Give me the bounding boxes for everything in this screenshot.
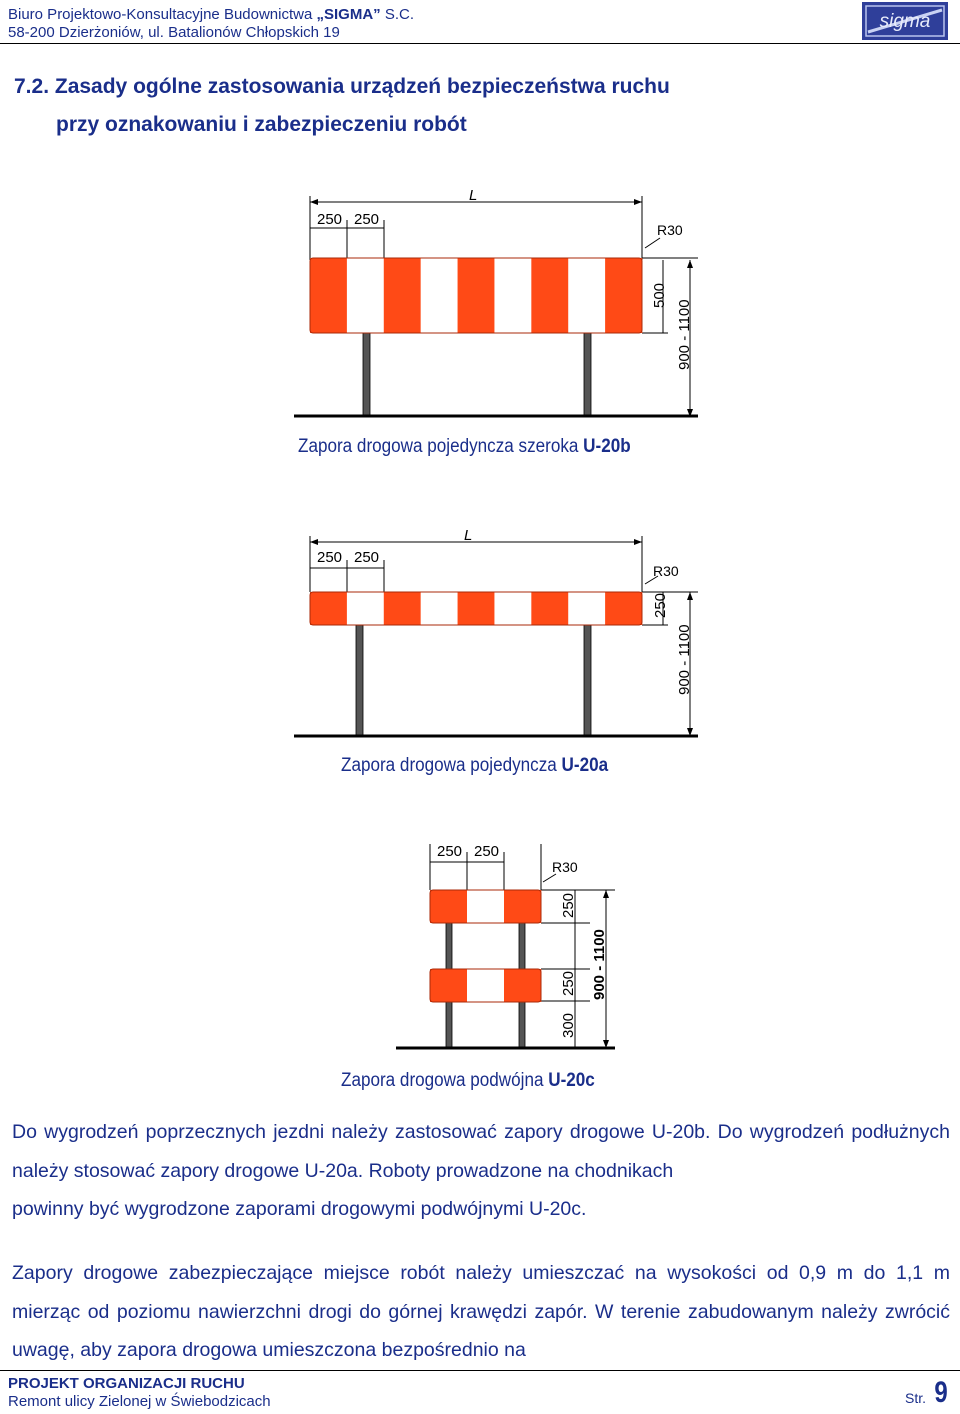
dim-total-height: 900 - 1100 [676, 624, 693, 695]
dim-board-height: 500 [651, 282, 668, 308]
stripe-red [430, 890, 467, 923]
stripe-white [494, 592, 531, 625]
dim-ground-clearance: 300 [560, 1012, 577, 1038]
footer-rule [0, 1370, 960, 1371]
svg-text:sigma: sigma [879, 11, 931, 32]
dim-width-b: 250 [354, 211, 380, 228]
paragraph-1-last-line: powinny być wygrodzone zaporami drogowymi podwójnymi U-20c. [12, 1198, 587, 1220]
header-rule [0, 43, 960, 44]
dim-width-a: 250 [317, 211, 343, 228]
dim-radius: R30 [657, 222, 683, 238]
page-number: 9 [934, 1376, 948, 1409]
stripe-white [467, 890, 504, 923]
stripe-white [467, 969, 504, 1002]
dim-board-height-bottom: 250 [560, 970, 577, 996]
dim-width-a: 250 [317, 549, 343, 566]
stripe-white [347, 258, 384, 333]
dim-width-b: 250 [474, 843, 500, 860]
stripe-red [605, 258, 642, 333]
dim-length: L [464, 527, 473, 544]
page-header [0, 0, 960, 44]
dim-total-height: 900 - 1100 [591, 929, 608, 1000]
sigma-logo-icon [862, 2, 948, 40]
page-footer [0, 1370, 960, 1414]
section-title-line2: przy oznakowaniu i zabezpieczeniu robót [56, 113, 467, 136]
barrier-board-top [430, 890, 541, 923]
stripe-red [531, 258, 568, 333]
section-title [14, 68, 670, 144]
page-label: Str. [904, 1390, 926, 1406]
barrier-post-left [363, 330, 370, 415]
project-name: PROJEKT ORGANIZACJI RUCHU [8, 1375, 245, 1392]
section-title-line1: 7.2. Zasady ogólne zastosowania urządzeń bezpieczeństwa ruchu [14, 75, 670, 98]
barrier-post-right [584, 330, 591, 415]
dim-radius: R30 [653, 563, 679, 579]
stripe-white [347, 592, 384, 625]
caption-u20b: Zapora drogowa pojedyncza szeroka U-20b [298, 436, 631, 457]
stripe-red [310, 258, 347, 333]
figure-u20a [280, 520, 710, 745]
stripe-red [504, 969, 541, 1002]
dim-radius: R30 [552, 859, 578, 875]
dim-total-height: 900 - 1100 [676, 299, 693, 370]
stripe-red [384, 592, 421, 625]
caption-u20c: Zapora drogowa podwójna U-20c [341, 1070, 595, 1091]
barrier-board [310, 592, 642, 625]
stripe-red [310, 592, 347, 625]
paragraph-1-body: Do wygrodzeń poprzecznych jezdni należy zastosować zapory drogowe U-20b. Do wygrodzeń podłużnych należy stosować zapory drogowe U-20a. Roboty prowadzone na chodnikach [12, 1121, 950, 1182]
dim-width-b: 250 [354, 549, 380, 566]
stripe-red [504, 890, 541, 923]
dim-length: L [469, 187, 478, 204]
project-subtitle: Remont ulicy Zielonej w Świebodzicach [8, 1393, 271, 1410]
stripe-white [568, 258, 605, 333]
stripe-red [384, 258, 421, 333]
stripe-red [605, 592, 642, 625]
barrier-board-bottom [430, 969, 541, 1002]
caption-u20a: Zapora drogowa pojedyncza U-20a [341, 755, 609, 776]
figure-u20c [390, 838, 630, 1056]
paragraph-1 [12, 1113, 950, 1229]
stripe-white [494, 258, 531, 333]
paragraph-2 [12, 1254, 950, 1370]
paragraph-2-body: Zapory drogowe zabezpieczające miejsce robót należy umieszczać na wysokości od 0,9 m do 1,1 m mierząc od poziomu nawierzchni drogi do górnej krawędzi zapór. W terenie zabudowanym należy zwrócić uwagę, aby zapora drogowa umieszczona bezpośrednio na [12, 1262, 950, 1361]
company-name: Biuro Projektowo-Konsultacyjne Budownictwa „SIGMA” S.C. [8, 6, 415, 23]
dim-width-a: 250 [437, 843, 463, 860]
dim-board-height-top: 250 [560, 892, 577, 918]
figure-u20b [280, 180, 710, 425]
dim-board-height: 250 [652, 592, 669, 618]
stripe-red [531, 592, 568, 625]
stripe-red [430, 969, 467, 1002]
company-address: 58-200 Dzierżoniów, ul. Batalionów Chłopskich 19 [8, 24, 340, 41]
barrier-post-right [356, 624, 363, 736]
stripe-white [421, 592, 458, 625]
stripe-white [421, 258, 458, 333]
stripe-red [458, 592, 495, 625]
barrier-board [310, 258, 642, 333]
stripe-white [568, 592, 605, 625]
barrier-post-left [584, 624, 591, 736]
stripe-red [458, 258, 495, 333]
